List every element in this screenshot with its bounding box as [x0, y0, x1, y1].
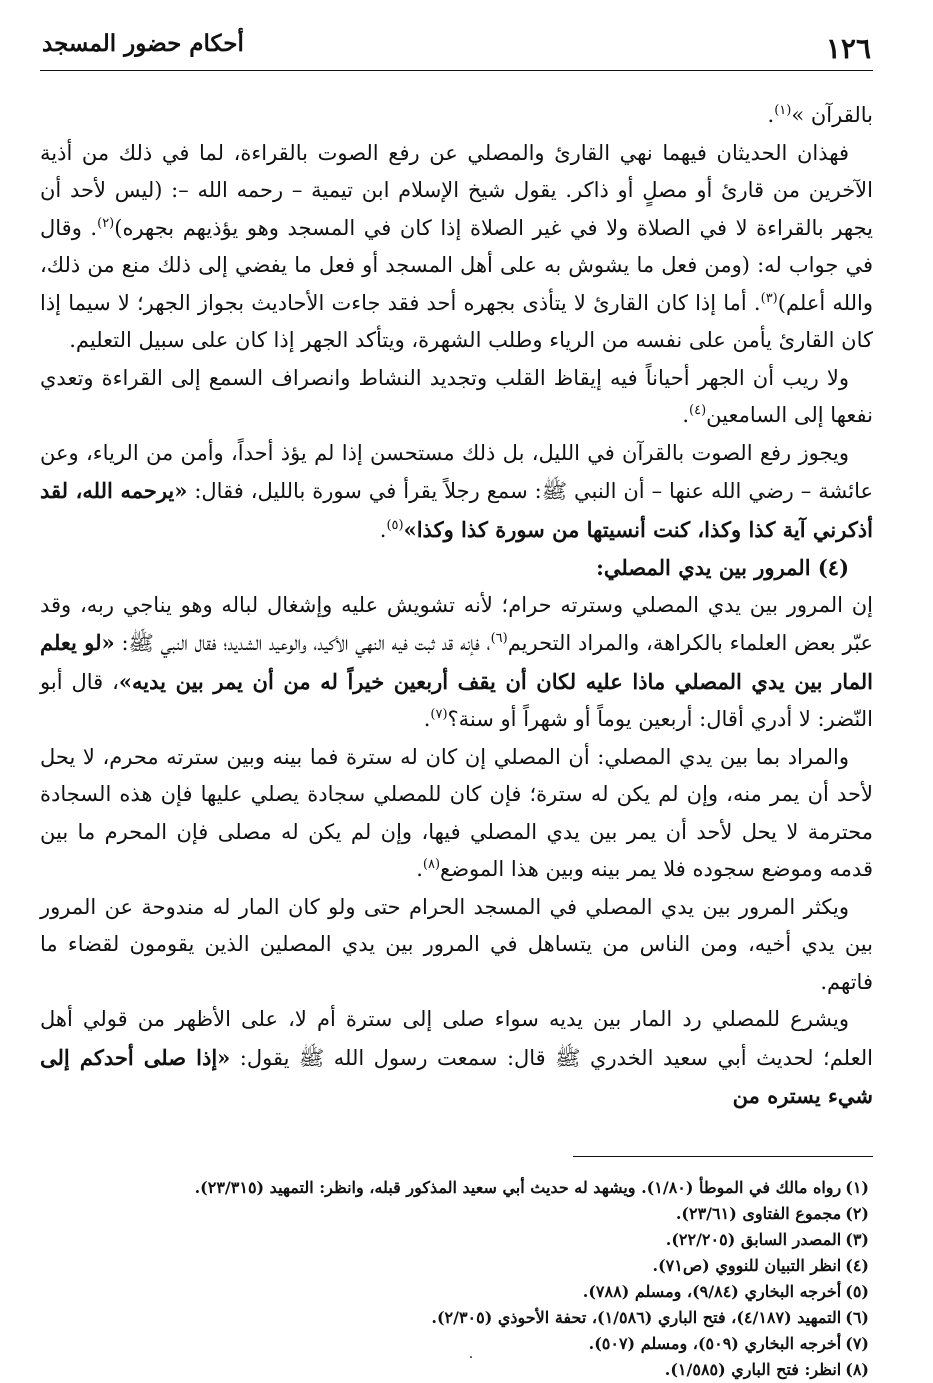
- footnote-ref: (٨): [422, 857, 441, 872]
- text-run: والمراد بما بين يدي المصلي: أن المصلي إن كان له سترة فما بينه وبين سترته محرم، لا يحل لأحد أن يمر منه، وإن لم يكن له سترة؛ فإن كان للمصلي سجادة يصلي عليها فإن هذه السجادة محترمة لا يحل لأحد أن يمر بين يدي المصلي فيها، وإن لم يكن له مصلى فإن المحرم ما بين قدمه وموضع سجوده فلا يمر بينه وبين هذا الموضع: [40, 744, 873, 881]
- footnote: [40, 1227, 869, 1253]
- footnote: [40, 1201, 869, 1227]
- footnote-text: التمهيد (٤/١٨٧)، فتح الباري (١/٥٨٦)، تحفة الأحوذي (٢/٣٠٥).: [431, 1307, 842, 1327]
- text-run: بالقرآن »: [791, 103, 873, 127]
- page-number: ١٢٦: [825, 32, 871, 65]
- footnote-text: رواه مالك في الموطأ (١/٨٠). ويشهد له حديث أبي سعيد المذكور قبله، وانظر: التمهيد (٢٣/٣١٥).: [194, 1177, 842, 1197]
- text-run: ، فإنه قد ثبت فيه النهي الأكيد، والوعيد الشديد؛ فقال النبي ﷺ:: [114, 631, 491, 655]
- footnote-ref: (٧): [430, 707, 448, 722]
- text-run: ويجوز رفع الصوت بالقرآن في الليل، بل ذلك مستحسن إذا لم يؤذ أحداً، وأمن من الرياء، وعن عائشة – رضي الله عنها – أن النبي ﷺ: سمع رجلاً يقرأ في سورة بالليل، فقال:: [40, 440, 873, 503]
- text-run: . وقال في جواب له: (ومن فعل ما يشوش به على أهل المسجد أو فعل ما يفضي إلى ذلك منع من ذلك، والله أعلم): [40, 215, 873, 315]
- footnote-number: (٦): [845, 1307, 869, 1327]
- footnote-ref: (٥): [386, 517, 404, 533]
- footnote-ref: (٢): [97, 215, 115, 231]
- text-run: فهذان الحديثان فيهما نهي القارئ والمصلي عن رفع الصوت بالقراءة، لما في ذلك من أذية الآخرين من قارئ أو مصلٍ أو ذاكر. يقول شيخ الإسلام ابن تيمية – رحمه الله –: (ليس لأحد أن يجهر بالقراءة لا في الصلاة ولا في غير الصلاة إذا كان في المسجد وهو يؤذيهم بجهره): [40, 140, 873, 240]
- book-page: [40, 22, 873, 1379]
- footnote: [40, 1305, 869, 1331]
- text-run: .: [416, 857, 423, 881]
- hadith-quote: «إذا صلى أحدكم إلى شيء يستره من: [40, 1044, 873, 1108]
- footnote-number: (٣): [845, 1229, 869, 1249]
- footnote-ref: (٦): [490, 631, 508, 646]
- hadith-quote: «يرحمه الله، لقد أذكرني آية كذا وكذا، كنت أنسيتها من سورة كذا وكذا»: [40, 478, 873, 542]
- footnote: [40, 1357, 869, 1383]
- text-run: ، قال أبو النّضر: لا أدري أقال: أربعين يوماً أو شهراً أو سنة؟: [40, 669, 873, 731]
- footnote: [40, 1253, 869, 1279]
- footnote-text: أخرجه البخاري (٩/٨٤)، ومسلم (٧٨٨).: [582, 1281, 842, 1301]
- footnote-separator-wrap: [40, 1156, 873, 1157]
- running-title: أحكام حضور المسجد: [42, 30, 244, 57]
- paragraph: [40, 435, 873, 550]
- footnote-text: المصدر السابق (٢٢/٢٠٥).: [665, 1229, 842, 1249]
- footnote-text: مجموع الفتاوى (٢٣/٦١).: [675, 1203, 842, 1223]
- footnote-ref: (١): [774, 103, 792, 118]
- footnote-number: (٧): [845, 1333, 869, 1353]
- paragraph: [40, 360, 873, 435]
- page-mark: .: [468, 1346, 474, 1362]
- text-run: (٤) المرور بين يدي المصلي:: [596, 555, 849, 580]
- footnote-number: (٥): [845, 1281, 869, 1301]
- paragraph: [40, 587, 873, 739]
- main-text: [40, 97, 873, 1116]
- footnote-number: (٨): [845, 1359, 869, 1379]
- paragraph: [40, 739, 873, 889]
- text-run: ويشرع للمصلي رد المار بين يديه سواء صلى إلى سترة أم لا، على الأظهر من قولي أهل العلم؛ لحديث أبي سعيد الخدري ﷺ قال: سمعت رسول الله ﷺ يقول:: [40, 1007, 873, 1070]
- footnote-ref: (٤): [689, 403, 707, 418]
- footnote-ref: (٣): [760, 290, 778, 306]
- page-header: [40, 22, 873, 71]
- footnote: [40, 1279, 869, 1305]
- text-run: إن المرور بين يدي المصلي وسترته حرام؛ لأنه تشويش عليه وإشغال لباله وهو يناجي ربه، وقد عبّر بعض العلماء بالكراهة، والمراد التحريم: [40, 592, 873, 655]
- footnote-text: أخرجه البخاري (٥٠٩)، ومسلم (٥٠٧).: [588, 1333, 842, 1353]
- text-run: .: [423, 707, 431, 731]
- text-run: .: [767, 103, 775, 127]
- footnote: [40, 1331, 869, 1357]
- hadith-quote: «لو يعلم المار بين يدي المصلي ماذا عليه لكان أن يقف أربعين خيراً له من أن يمر بين يديه»: [40, 630, 873, 694]
- footnote: [40, 1175, 869, 1201]
- text-run: . أما إذا كان القارئ لا يتأذى بجهره أحد فقد جاءت الأحاديث بجواز الجهر؛ لا سيما إذا كان القارئ يأمن على نفسه من الرياء وطلب الشهرة، ويتأكد الجهر إذا كان على سبيل التعليم.: [40, 290, 873, 352]
- section-heading: [40, 549, 873, 587]
- text-run: ويكثر المرور بين يدي المصلي في المسجد الحرام حتى ولو كان المار له مندوحة عن المرور بين يدي أخيه، ومن الناس من يتساهل في المرور بين يدي المصلين الذين يقومون لقضاء ما فاتهم.: [40, 894, 873, 994]
- footnote-number: (١): [845, 1177, 869, 1197]
- paragraph: [40, 889, 873, 1002]
- paragraph: [40, 135, 873, 360]
- text-run: .: [379, 517, 387, 542]
- paragraph: [40, 97, 873, 135]
- footnote-number: (٢): [845, 1203, 869, 1223]
- footnote-text: انظر التبيان للنووي (ص٧١).: [652, 1255, 842, 1275]
- text-run: ولا ريب أن الجهر أحياناً فيه إيقاظ القلب وتجديد النشاط وانصراف السمع إلى القراءة وتعدي نفعها إلى السامعين: [40, 365, 873, 427]
- footnote-number: (٤): [845, 1255, 869, 1275]
- footnote-separator: [573, 1156, 873, 1157]
- paragraph: [40, 1001, 873, 1116]
- text-run: .: [682, 403, 690, 427]
- footnotes: [40, 1175, 873, 1383]
- footnote-text: انظر: فتح الباري (١/٥٨٥).: [664, 1359, 842, 1379]
